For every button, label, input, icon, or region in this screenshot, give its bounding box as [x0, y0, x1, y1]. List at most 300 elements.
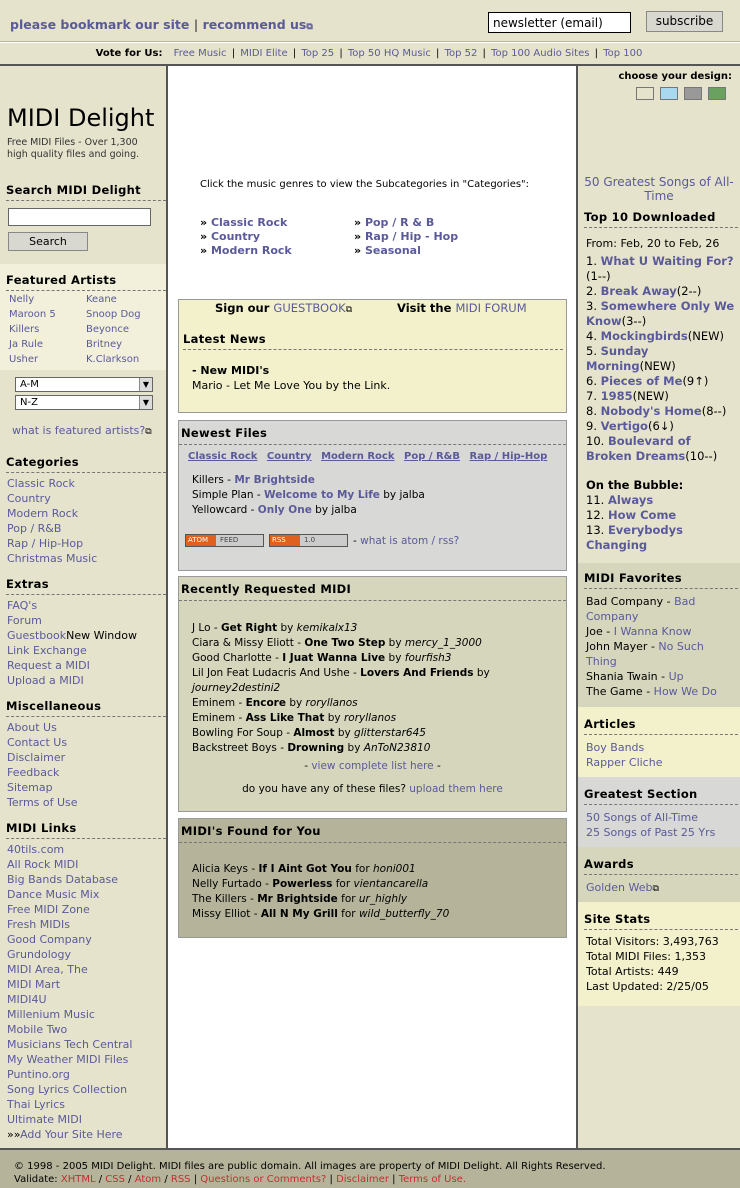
misc-list: [7, 720, 78, 810]
song-link[interactable]: What U Waiting For?: [600, 254, 734, 268]
newest-tabs: [188, 451, 547, 462]
favorites-list: [586, 594, 736, 699]
article-link[interactable]: Rapper Cliche: [586, 756, 663, 769]
rank: 4.: [586, 329, 601, 343]
song-link[interactable]: Bad Company: [586, 595, 696, 623]
song-link[interactable]: Pieces of Me: [600, 374, 683, 388]
top10-item: [586, 374, 736, 389]
found-item: [192, 907, 449, 922]
found-box: [178, 818, 567, 938]
bubble-item: [586, 493, 736, 508]
stat-item: Total MIDI Files: 1,353: [586, 950, 706, 963]
validate-label: Validate:: [14, 1174, 58, 1185]
song-title: Lovers And Friends: [360, 667, 474, 679]
newest-tab[interactable]: Modern Rock: [321, 451, 395, 462]
vote-link[interactable]: Top 50 HQ Music: [347, 48, 431, 59]
guestbook-link[interactable]: GUESTBOOK: [273, 301, 346, 315]
rank: 5.: [586, 344, 601, 358]
footer-copyright: © 1998 - 2005 MIDI Delight. MIDI files are public domain. All images are property of MIDI Delight. All Rights Reserved.: [14, 1161, 606, 1172]
artist-name: Alicia Keys -: [192, 863, 259, 875]
song-title: Encore: [245, 697, 286, 709]
double-arrow-icon: »»: [7, 1128, 21, 1141]
genre-item: » Pop / R & B: [354, 216, 435, 229]
greatest-section: [578, 777, 740, 847]
song-title: One Two Step: [304, 637, 386, 649]
genre-item: » Country: [200, 230, 261, 243]
featured-artist[interactable]: Maroon 5: [9, 309, 56, 320]
requested-item: [192, 741, 557, 756]
midi-link[interactable]: Dance Music Mix: [7, 888, 100, 901]
uploader: by jalba: [311, 504, 357, 516]
top10-from: From: Feb, 20 to Feb, 26: [586, 237, 720, 250]
featured-artist[interactable]: Snoop Dog: [86, 309, 141, 320]
midi-link[interactable]: My Weather MIDI Files: [7, 1053, 129, 1066]
footer-links: Validate: XHTML / CSS / Atom / RSS | Questions or Comments? | Disclaimer | Terms of Use.: [14, 1174, 466, 1185]
artist-name: Bowling For Soup -: [192, 727, 294, 739]
midi-link[interactable]: Mobile Two: [7, 1023, 68, 1036]
vote-link[interactable]: Top 25: [301, 48, 335, 59]
category-link[interactable]: Classic Rock: [7, 477, 75, 490]
artist-name: Good Charlotte -: [192, 652, 283, 664]
rank-change: (NEW): [639, 359, 676, 373]
artist-name: The Killers -: [192, 893, 258, 905]
midi-link[interactable]: Free MIDI Zone: [7, 903, 90, 916]
song-link[interactable]: Mr Brightside: [234, 474, 315, 486]
artist-select-am[interactable]: [15, 377, 153, 392]
what-atom-row: [353, 535, 459, 547]
newest-tab[interactable]: Classic Rock: [188, 451, 258, 462]
song-link[interactable]: Mockingbirds: [600, 329, 688, 343]
top10-item: [586, 434, 736, 464]
favorite-item: [586, 594, 736, 624]
top10-item: [586, 344, 736, 374]
for-label: for: [337, 893, 359, 905]
rank: 11.: [586, 493, 608, 507]
song-link[interactable]: How We Do: [653, 685, 717, 698]
artist-name: Missy Elliot -: [192, 908, 261, 920]
greatest-list: [586, 810, 715, 840]
extras-link[interactable]: Upload a MIDI: [7, 674, 84, 687]
requester: honi001: [372, 863, 416, 875]
midi-link[interactable]: Ultimate MIDI: [7, 1113, 82, 1126]
rank-change: (10--): [685, 449, 718, 463]
uploader: by jalba: [379, 489, 425, 501]
artist-name: Yellowcard -: [192, 504, 258, 516]
for-label: for: [337, 908, 359, 920]
guestbook-row: [7, 628, 137, 643]
midi-link[interactable]: Big Bands Database: [7, 873, 119, 886]
song-link[interactable]: How Come: [607, 508, 677, 522]
midi-link[interactable]: Millenium Music: [7, 1008, 95, 1021]
genre-item: » Classic Rock: [200, 216, 288, 229]
artist-name: Simple Plan -: [192, 489, 264, 501]
requester: ur_highly: [358, 893, 408, 905]
bookmark-bar: [10, 17, 313, 32]
song-link[interactable]: Boulevard of Broken Dreams: [586, 434, 691, 463]
site-subtitle: Free MIDI Files - Over 1,300 high quality files and going.: [7, 137, 140, 160]
bookmark-link[interactable]: please bookmark our site: [10, 17, 190, 32]
rank: 8.: [586, 404, 601, 418]
artist-name: The Game -: [586, 685, 654, 698]
category-link[interactable]: Pop / R&B: [7, 522, 62, 535]
artist-name: Bad Company -: [586, 595, 675, 608]
top10-item: [586, 284, 736, 299]
search-button[interactable]: Search: [8, 232, 88, 251]
song-link[interactable]: Welcome to My Life: [264, 489, 380, 501]
song-link[interactable]: Always: [607, 493, 654, 507]
vote-link[interactable]: Top 52: [444, 48, 478, 59]
design-swatches: [636, 87, 726, 100]
midi-link[interactable]: Grundology: [7, 948, 71, 961]
forum-link[interactable]: MIDI FORUM: [455, 301, 527, 315]
footer-link[interactable]: Terms of Use.: [398, 1174, 466, 1185]
midi-link[interactable]: 40tils.com: [7, 843, 65, 856]
design-swatch[interactable]: [708, 87, 726, 100]
news-title: - New MIDI's: [192, 364, 270, 377]
rss-feed-badge[interactable]: [269, 534, 348, 547]
song-title: Drowning: [287, 742, 345, 754]
artist-name: Eminem -: [192, 712, 246, 724]
stat-item: Total Artists: 449: [586, 965, 679, 978]
greatest-link[interactable]: 25 Songs of Past 25 Yrs: [586, 826, 716, 839]
left-sidebar: [0, 66, 168, 1148]
chevron-down-icon: ▼: [139, 396, 152, 409]
favorite-item: [586, 669, 736, 684]
rank-change: (NEW): [687, 329, 724, 343]
newest-list: [192, 473, 425, 518]
rank-change: (1--): [586, 269, 611, 283]
new-window-icon: ⧉: [652, 884, 659, 894]
artist-select-nz[interactable]: [15, 395, 153, 410]
song-title: Get Right: [221, 622, 278, 634]
design-swatch[interactable]: [684, 87, 702, 100]
requester: fourfish3: [404, 652, 452, 664]
featured-artist[interactable]: Beyonce: [86, 324, 130, 335]
genre-link[interactable]: Seasonal: [364, 244, 421, 257]
featured-artist[interactable]: Nelly: [9, 294, 35, 305]
song-link[interactable]: Vertigo: [600, 419, 648, 433]
vote-link[interactable]: Top 100: [603, 48, 643, 59]
song-link[interactable]: Nobody's Home: [600, 404, 702, 418]
stats-list: [586, 934, 719, 994]
requester: roryllanos: [343, 712, 397, 724]
newest-tab[interactable]: Rap / Hip-Hop: [469, 451, 548, 462]
bubble-heading: On the Bubble:: [586, 478, 684, 492]
top10-heading: Top 10 Downloaded: [584, 210, 738, 228]
featured-artist[interactable]: Killers: [9, 324, 40, 335]
misc-link[interactable]: Disclaimer: [7, 751, 66, 764]
vote-bar: Vote for Us: Free Music | MIDI Elite | Top 25 | Top 50 HQ Music | Top 52 | Top 100 Audio Sites | Top 100: [0, 43, 740, 66]
greatest-heading: Greatest Section: [584, 787, 738, 805]
vote-label: Vote for Us:: [95, 48, 163, 59]
newest-heading: Newest Files: [179, 421, 566, 445]
song-title: Mr Brightside: [257, 893, 338, 905]
forum-row: [397, 301, 527, 315]
requested-item: [192, 636, 557, 651]
favorite-item: [586, 684, 736, 699]
top-separator: |: [193, 17, 199, 32]
found-item: [192, 877, 449, 892]
footer-link[interactable]: Atom: [134, 1174, 162, 1185]
requested-heading: Recently Requested MIDI: [179, 577, 566, 601]
requested-list: [192, 621, 557, 756]
requester: mercy_1_3000: [404, 637, 482, 649]
rank-change: (NEW): [632, 389, 669, 403]
category-link[interactable]: Modern Rock: [7, 507, 79, 520]
rank: 10.: [586, 434, 608, 448]
vote-link[interactable]: Top 100 Audio Sites: [491, 48, 590, 59]
new-window-icon: ⧉: [306, 22, 313, 32]
rank: 9.: [586, 419, 601, 433]
newest-tab[interactable]: Pop / R&B: [404, 451, 461, 462]
favorites-section: [578, 563, 740, 707]
midi-link[interactable]: MIDI4U: [7, 993, 47, 1006]
midi-link[interactable]: Song Lyrics Collection: [7, 1083, 128, 1096]
genre-link[interactable]: Country: [210, 230, 261, 243]
view-complete-row: - view complete list here -: [304, 760, 441, 772]
newest-item: [192, 488, 425, 503]
categories-list: [7, 476, 97, 566]
chevron-down-icon: ▼: [139, 378, 152, 391]
found-item: [192, 892, 449, 907]
midi-link[interactable]: MIDI Area, The: [7, 963, 88, 976]
requester: vientancarella: [353, 878, 429, 890]
rank: 13.: [586, 523, 608, 537]
rank: 2.: [586, 284, 601, 298]
song-link[interactable]: 1985: [600, 389, 633, 403]
by-label: by: [473, 667, 490, 679]
new-window-icon: ⧉: [145, 427, 152, 437]
midi-link[interactable]: All Rock MIDI: [7, 858, 79, 871]
have-files-label: do you have any of these files?: [242, 783, 406, 795]
by-label: by: [285, 697, 306, 709]
artist-name: Ciara & Missy Eliott -: [192, 637, 305, 649]
featured-artist[interactable]: Keane: [86, 294, 117, 305]
footer-link[interactable]: Disclaimer: [336, 1174, 389, 1185]
top10-section: [578, 208, 740, 553]
categories-heading: Categories: [6, 455, 166, 473]
by-label: by: [344, 742, 364, 754]
category-link[interactable]: Country: [7, 492, 51, 505]
featured-artist[interactable]: Usher: [9, 354, 39, 365]
what-featured-row: [12, 423, 152, 440]
footer: [0, 1148, 740, 1188]
awards-row: [586, 880, 659, 897]
recommend-link[interactable]: recommend us: [202, 17, 307, 32]
extras-list: [7, 598, 137, 688]
song-link[interactable]: Everybodys Changing: [586, 523, 683, 552]
upload-link[interactable]: upload them here: [409, 783, 503, 795]
bubble-item: [586, 523, 736, 553]
sign-our-label: Sign our: [215, 301, 270, 315]
found-list: [192, 862, 449, 922]
design-swatch[interactable]: [636, 87, 654, 100]
rank: 6.: [586, 374, 601, 388]
song-link[interactable]: Only One: [257, 504, 312, 516]
top-bar: [0, 0, 740, 42]
midi-link[interactable]: Puntino.org: [7, 1068, 70, 1081]
extras-link[interactable]: Forum: [7, 614, 42, 627]
news-text: Mario - Let Me Love You by the Link.: [192, 379, 391, 392]
featured-heading: Featured Artists: [6, 273, 166, 291]
requested-box: [178, 576, 567, 812]
song-title: All N My Grill: [260, 908, 338, 920]
genre-link[interactable]: Pop / R & B: [364, 216, 435, 229]
featured-artist[interactable]: Britney: [86, 339, 123, 350]
search-input[interactable]: [8, 208, 151, 226]
misc-link[interactable]: Terms of Use: [7, 796, 78, 809]
requested-item: [192, 696, 557, 711]
genre-link[interactable]: Modern Rock: [210, 244, 292, 257]
choose-design-label: choose your design:: [618, 71, 732, 82]
rank-change: (2--): [676, 284, 702, 298]
newest-item: [192, 503, 425, 518]
found-item: [192, 862, 449, 877]
for-label: for: [351, 863, 373, 875]
by-label: by: [385, 652, 405, 664]
artist-name: Killers -: [192, 474, 235, 486]
footer-link[interactable]: RSS: [170, 1174, 191, 1185]
artist-name: Eminem -: [192, 697, 246, 709]
song-link[interactable]: I Wanna Know: [613, 625, 692, 638]
awards-section: [578, 847, 740, 902]
articles-section: [578, 707, 740, 777]
design-swatch[interactable]: [660, 87, 678, 100]
footer-link[interactable]: Questions or Comments?: [200, 1174, 327, 1185]
requested-item: [192, 711, 557, 726]
rank-change: (8--): [701, 404, 727, 418]
artist-name: J Lo -: [192, 622, 221, 634]
by-label: by: [334, 727, 355, 739]
requester: journey2destini2: [192, 682, 281, 694]
extras-link[interactable]: Guestbook: [7, 629, 67, 642]
artist-name: Nelly Furtado -: [192, 878, 273, 890]
genre-link[interactable]: Classic Rock: [210, 216, 288, 229]
requester: AnToN23810: [363, 742, 431, 754]
award-link[interactable]: Golden Web: [586, 881, 653, 894]
genre-item: » Rap / Hip - Hop: [354, 230, 459, 243]
top10-item: [586, 389, 736, 404]
greatest-link[interactable]: 50 Songs of All-Time: [586, 811, 699, 824]
requested-item: [192, 621, 557, 636]
song-title: Almost: [293, 727, 335, 739]
midi-link[interactable]: Thai Lyrics: [7, 1098, 65, 1111]
visit-the-label: Visit the: [397, 301, 452, 315]
what-atom-link[interactable]: what is atom / rss?: [360, 535, 460, 547]
requester: roryllanos: [305, 697, 358, 709]
add-site-link[interactable]: Add Your Site Here: [20, 1128, 123, 1141]
footer-link[interactable]: CSS: [105, 1174, 125, 1185]
artist-name: Backstreet Boys -: [192, 742, 288, 754]
top10-list: [586, 254, 736, 553]
newest-item: [192, 473, 425, 488]
song-link[interactable]: Sunday Morning: [586, 344, 649, 373]
view-complete-link[interactable]: view complete list here: [311, 760, 434, 772]
search-heading: Search MIDI Delight: [6, 183, 166, 201]
for-label: for: [332, 878, 354, 890]
extras-link[interactable]: Request a MIDI: [7, 659, 90, 672]
vote-link[interactable]: Free Music: [173, 48, 227, 59]
genre-item: » Seasonal: [354, 244, 421, 257]
misc-heading: Miscellaneous: [6, 699, 166, 717]
misc-link[interactable]: Contact Us: [7, 736, 68, 749]
rank: 12.: [586, 508, 608, 522]
misc-link[interactable]: Feedback: [7, 766, 60, 779]
category-link[interactable]: Christmas Music: [7, 552, 98, 565]
add-site-row: [7, 1127, 132, 1142]
right-sidebar: [576, 66, 740, 1148]
rank-change: (3--): [621, 314, 647, 328]
song-link[interactable]: Up: [668, 670, 684, 683]
extras-link[interactable]: FAQ's: [7, 599, 38, 612]
featured-artist[interactable]: Ja Rule: [9, 339, 44, 350]
news-heading: Latest News: [183, 332, 563, 350]
guestbook-row: [215, 301, 352, 315]
stat-item: Last Updated: 2/25/05: [586, 980, 709, 993]
newest-tab[interactable]: Country: [266, 451, 312, 462]
midi-links-heading: MIDI Links: [6, 821, 166, 839]
song-title: If I Aint Got You: [258, 863, 352, 875]
song-link[interactable]: No Such Thing: [586, 640, 704, 668]
midi-link[interactable]: MIDI Mart: [7, 978, 61, 991]
genres-right: [354, 216, 458, 258]
artist-name: Shania Twain -: [586, 670, 669, 683]
newsletter-input[interactable]: [488, 12, 631, 33]
favorite-item: [586, 624, 736, 639]
atom-feed-badge[interactable]: [185, 534, 264, 547]
featured-artist[interactable]: K.Clarkson: [86, 354, 140, 365]
midi-links-list: [7, 842, 132, 1142]
favorites-heading: MIDI Favorites: [584, 571, 738, 589]
genres-left: [200, 216, 292, 258]
footer-link[interactable]: XHTML: [60, 1174, 96, 1185]
genre-link[interactable]: Rap / Hip - Hop: [364, 230, 459, 243]
awards-heading: Awards: [584, 857, 738, 875]
by-label: by: [324, 712, 344, 724]
midi-link[interactable]: Musicians Tech Central: [7, 1038, 133, 1051]
newest-files-box: [178, 420, 567, 571]
song-title: Ass Like That: [245, 712, 325, 724]
misc-link[interactable]: Sitemap: [7, 781, 53, 794]
what-featured-link[interactable]: what is featured artists?: [12, 424, 146, 437]
requested-item: [192, 726, 557, 741]
rss-badge-right: 1.0: [300, 535, 347, 546]
greatest50-link[interactable]: 50 Greatest Songs of All-Time: [584, 175, 734, 203]
bubble-item: [586, 508, 736, 523]
song-link[interactable]: Break Away: [600, 284, 677, 298]
misc-link[interactable]: About Us: [7, 721, 57, 734]
extras-link[interactable]: Link Exchange: [7, 644, 87, 657]
midi-link[interactable]: Good Company: [7, 933, 92, 946]
requested-item: [192, 651, 557, 666]
genre-item: » Modern Rock: [200, 244, 292, 257]
category-link[interactable]: Rap / Hip-Hop: [7, 537, 84, 550]
site-title: MIDI Delight: [7, 104, 155, 132]
favorite-item: [586, 639, 736, 669]
midi-link[interactable]: Fresh MIDIs: [7, 918, 70, 931]
requested-item: [192, 666, 557, 696]
rank-change: (6↓): [647, 419, 674, 433]
vote-link[interactable]: MIDI Elite: [240, 48, 288, 59]
song-link[interactable]: Somewhere Only We Know: [586, 299, 735, 328]
upload-row: [179, 783, 566, 795]
article-link[interactable]: Boy Bands: [586, 741, 645, 754]
subscribe-button[interactable]: subscribe: [646, 11, 723, 32]
song-title: I Juat Wanna Live: [282, 652, 386, 664]
new-window-label: New Window: [66, 629, 137, 642]
artist-name: John Mayer -: [586, 640, 659, 653]
top10-item: [586, 254, 736, 284]
